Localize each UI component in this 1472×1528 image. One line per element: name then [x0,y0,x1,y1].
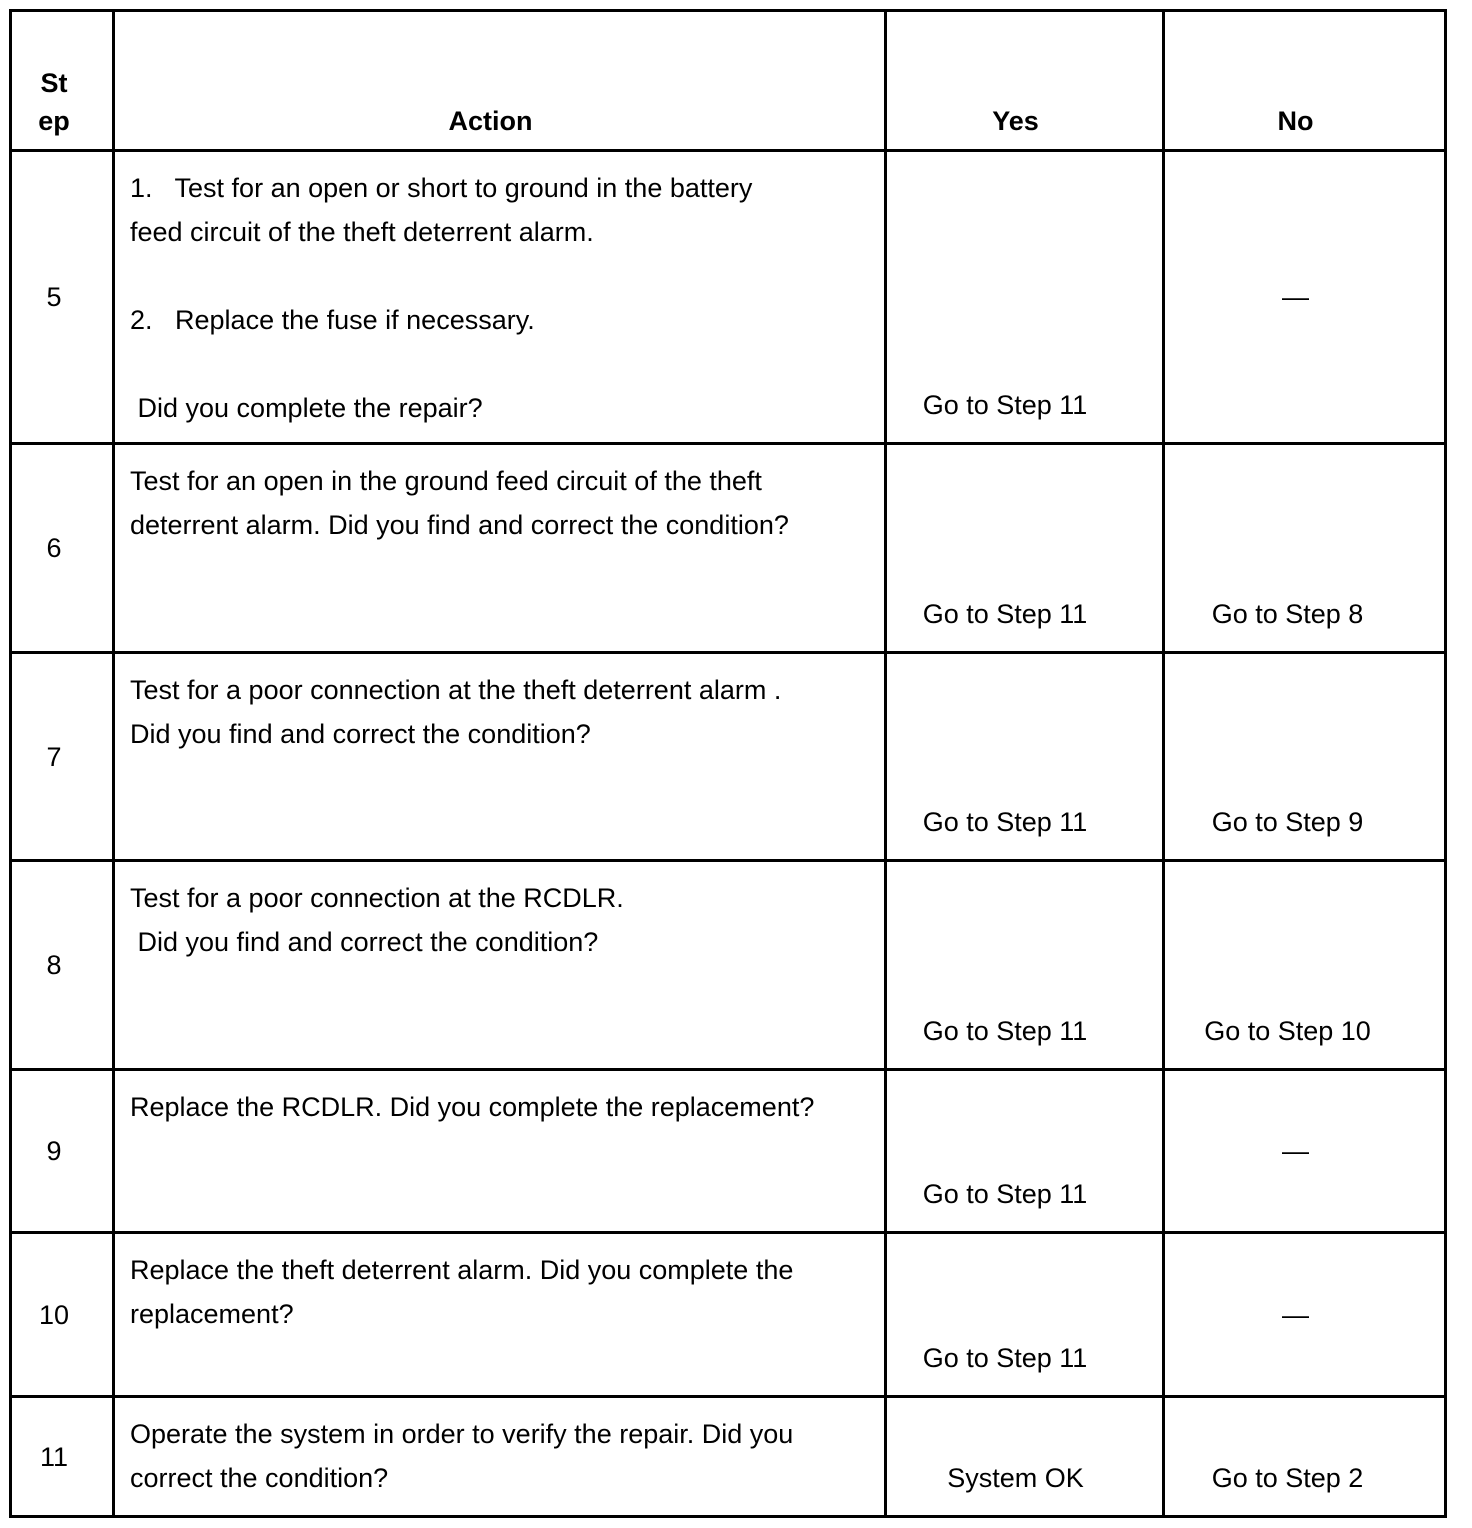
no-cell [1165,1234,1447,1398]
action-line: Did you find and correct the condition? [130,927,599,957]
action-cell [115,1398,887,1518]
action-cell [115,152,887,445]
action-line: Did you complete the repair? [130,393,483,423]
yes-result: Go to Step 11 [922,807,1088,837]
no-result: Go to Step 2 [1211,1463,1364,1493]
no-cell [1165,1071,1447,1234]
no-result: Go to Step 8 [1211,599,1364,629]
header-step: St ep [12,12,115,152]
no-result: Go to Step 9 [1211,807,1364,837]
yes-cell [887,152,1165,445]
header-action: Action [115,12,887,152]
no-result: Go to Step 10 [1204,1016,1371,1046]
no-cell [1165,152,1447,445]
action-line: Did you find and correct the condition? [130,719,591,749]
no-result: — [1282,282,1309,312]
action-cell [115,1234,887,1398]
yes-cell [887,1234,1165,1398]
yes-result: Go to Step 11 [922,390,1088,420]
yes-result: Go to Step 11 [922,599,1088,629]
action-line: replacement? [130,1299,294,1329]
action-cell [115,445,887,654]
action-line: 2. Replace the fuse if necessary. [130,305,535,335]
action-cell [115,654,887,862]
action-cell [115,1071,887,1234]
no-result: — [1282,1136,1309,1166]
action-line: Operate the system in order to verify the repair. Did you [130,1419,794,1449]
action-line: deterrent alarm. Did you find and correct the condition? [130,510,789,540]
step-number: 11 [12,1398,115,1518]
step-number: 5 [12,152,115,445]
action-line: Replace the RCDLR. Did you complete the replacement? [130,1092,815,1122]
no-cell [1165,445,1447,654]
action-line: Replace the theft deterrent alarm. Did you complete the [130,1255,794,1285]
yes-cell [887,445,1165,654]
yes-result: Go to Step 11 [922,1343,1088,1373]
action-line: Test for an open in the ground feed circuit of the theft [130,466,762,496]
action-cell [115,862,887,1071]
yes-result: System OK [947,1463,1084,1493]
step-number: 8 [12,862,115,1071]
header-yes: Yes [887,12,1165,152]
yes-cell [887,862,1165,1071]
no-cell [1165,1398,1447,1518]
action-line: feed circuit of the theft deterrent alarm. [130,217,594,247]
diagnostic-table [9,9,1447,1518]
yes-result: Go to Step 11 [922,1179,1088,1209]
action-line: Test for a poor connection at the theft deterrent alarm . [130,675,782,705]
yes-cell [887,1398,1165,1518]
step-number: 10 [12,1234,115,1398]
no-cell [1165,654,1447,862]
yes-result: Go to Step 11 [922,1016,1088,1046]
yes-cell [887,654,1165,862]
step-number: 9 [12,1071,115,1234]
action-line: 1. Test for an open or short to ground in the battery [130,173,753,203]
header-no: No [1165,12,1447,152]
no-result: — [1282,1299,1309,1330]
yes-cell [887,1071,1165,1234]
action-line: Test for a poor connection at the RCDLR. [130,883,624,913]
action-line: correct the condition? [130,1463,389,1493]
step-number: 7 [12,654,115,862]
no-cell [1165,862,1447,1071]
step-number: 6 [12,445,115,654]
